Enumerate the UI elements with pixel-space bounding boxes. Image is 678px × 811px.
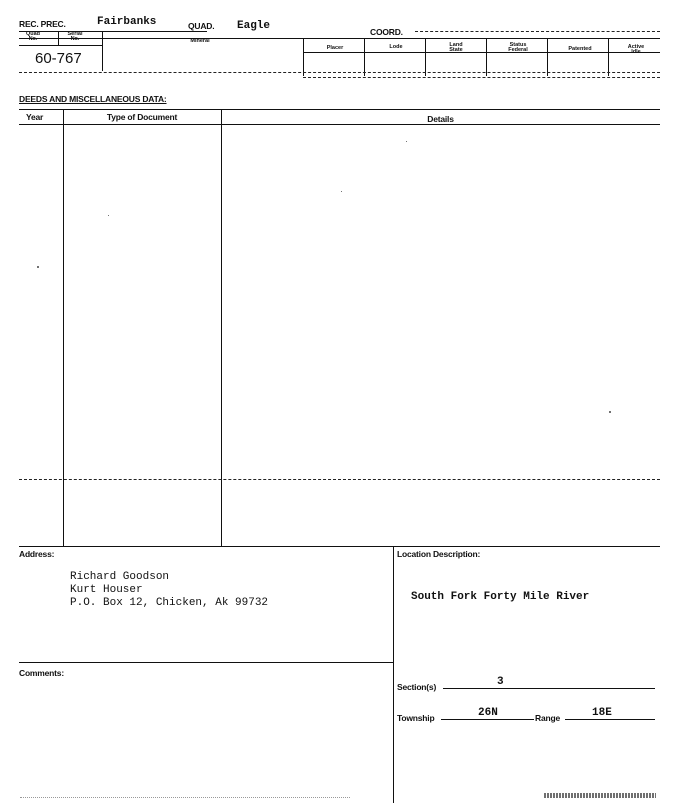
address-top-rule <box>19 546 660 547</box>
active-idle-label: Active Idle <box>627 44 645 55</box>
range-line <box>565 719 655 720</box>
comments-label: Comments: <box>19 668 64 678</box>
address-line-2: Kurt Houser <box>70 584 143 596</box>
header-rule-1 <box>19 38 660 39</box>
record-number: 60-767 <box>35 50 82 67</box>
range-value: 18E <box>592 707 612 719</box>
status-federal-label: Status Federal <box>508 42 528 53</box>
scan-speck <box>406 141 407 142</box>
bottom-vline <box>393 546 394 803</box>
deeds-mid-dash <box>19 479 660 480</box>
sections-value: 3 <box>497 676 504 688</box>
location-description: South Fork Forty Mile River <box>411 591 590 603</box>
address-line-3: P.O. Box 12, Chicken, Ak 99732 <box>70 597 269 609</box>
scan-speck <box>108 215 109 216</box>
sections-line <box>443 688 655 689</box>
header-vline-6 <box>486 38 487 76</box>
rec-prec-label: REC. PREC. <box>19 19 66 29</box>
deeds-top-rule <box>19 109 660 110</box>
serial-no-label: Serial No. <box>67 31 83 42</box>
col-type-header: Type of Document <box>106 112 178 122</box>
location-label: Location Description: <box>397 549 481 559</box>
address-line-1: Richard Goodson <box>70 571 170 583</box>
comments-top-rule <box>19 662 393 663</box>
header-vline-5 <box>425 38 426 76</box>
scan-speck <box>37 266 39 268</box>
scan-speck <box>341 191 342 192</box>
deeds-vline-year <box>63 109 64 546</box>
sections-label: Section(s) <box>397 682 437 692</box>
header-vline-1 <box>58 31 59 45</box>
coord-label: COORD. <box>370 27 403 37</box>
quad-value: Eagle <box>237 20 271 32</box>
header-rule-2 <box>303 52 660 53</box>
scan-noise-dark <box>544 793 656 798</box>
col-details-header: Details <box>427 114 454 124</box>
rec-prec-value: Fairbanks <box>97 16 157 28</box>
quad-no-label: Quad No. <box>25 31 41 42</box>
coord-dash-rule <box>415 31 660 32</box>
deeds-vline-type <box>221 109 222 546</box>
col-year-header: Year <box>26 112 44 122</box>
township-value: 26N <box>478 707 498 719</box>
header-rule-short <box>19 45 103 46</box>
header-rule-left <box>19 31 207 32</box>
address-label: Address: <box>19 549 55 559</box>
header-vline-7 <box>547 38 548 76</box>
header-vline-2 <box>102 31 103 71</box>
address-block <box>70 571 268 610</box>
mineral-label: Mineral <box>190 38 210 44</box>
patented-label: Patented <box>568 46 592 52</box>
scan-speck <box>609 411 611 413</box>
scan-noise <box>20 797 350 803</box>
quad-label: QUAD. <box>188 21 215 31</box>
township-label: Township <box>397 713 435 723</box>
placer-label: Placer <box>326 45 344 51</box>
header-vline-4 <box>364 38 365 76</box>
header-bottom-dash-2 <box>303 77 660 78</box>
deeds-section-title: DEEDS AND MISCELLANEOUS DATA: <box>19 94 167 104</box>
header-vline-3 <box>303 38 304 76</box>
header-vline-8 <box>608 38 609 76</box>
land-state-label: Land State <box>449 42 463 53</box>
lode-label: Lode <box>389 44 403 50</box>
range-label: Range <box>535 713 560 723</box>
header-bottom-dash <box>19 72 660 73</box>
township-line <box>441 719 534 720</box>
deeds-header-rule <box>19 124 660 125</box>
